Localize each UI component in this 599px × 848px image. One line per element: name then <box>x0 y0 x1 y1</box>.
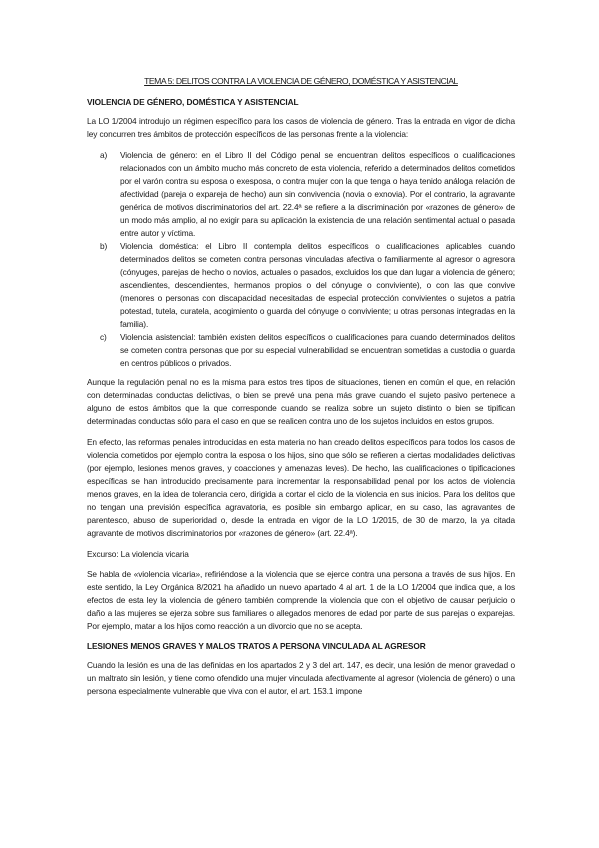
paragraph-violencia-vicaria: Se habla de «violencia vicaria», refiriéndose a la violencia que se ejerce contra una persona a través de sus hijos. En este sentido, la Ley Orgánica 8/2021 ha añadido un nuevo apartado 4 al art. 1 de la LO 1/2004 que indica que, a los efectos de esta ley la violencia de género también comprende la violencia que con el objetivo de causar perjuicio o daño a las mujeres se ejerza sobre sus familiares o allegados menores de edad por parte de sus parejas o exparejas. Por ejemplo, matar a los hijos como reacción a un divorcio que no se acepta. <box>87 569 515 631</box>
paragraph-reformas: En efecto, las reformas penales introducidas en esta materia no han creado delitos específicos para todos los casos de violencia cometidos por ejemplo contra la esposa o los hijos, sino que sólo se refieren a ciertas modalidades delictivas (por ejemplo, lesiones menos graves, y coacciones y amenazas leves). De hecho, las cualificaciones o tipificaciones específicas se han introducido precisamente para incrementar la responsabilidad penal por los actos de violencia menos graves, en la idea de tolerancia cero, dirigida a cortar el ciclo de la violencia en sus inicios. Para los delitos que no tengan una previsión específica agravatoria, es posible sin embargo aplicar, en su caso, las agravantes de parentesco, abuso de superioridad o, desde la entrada en vigor de la LO 1/2015, de 30 de marzo, la ya citada agravante de motivos discriminatorios por «razones de género» (art. 22.4ª). <box>87 437 515 538</box>
list-marker: b) <box>100 241 108 251</box>
section-heading-violencia: VIOLENCIA DE GÉNERO, DOMÉSTICA Y ASISTENCIAL <box>87 97 299 107</box>
violence-types-list <box>87 149 515 370</box>
list-marker: c) <box>100 332 107 342</box>
document-body <box>87 76 515 706</box>
list-marker: a) <box>100 150 108 160</box>
list-item-text: Violencia de género: en el Libro II del Código penal se encuentran delitos específicos o cualificaciones relacionados con un ámbito mucho más concreto de esta violencia, referido a determinados delitos cometidos por el varón contra su esposa o exesposa, o contra mujer con la que tenga o haya tenido análoga relación de afectividad (pareja o expareja de hecho) aun sin convivencia (novia o exnovia). Por el contrario, la agravante genérica de motivos discriminatorios del art. 22.4ª se refiere a la discriminación por «razones de género» de un modo más amplio, al no exigir para su aplicación la existencia de una relación sentimental actual o pasada entre autor y víctima. <box>120 150 515 238</box>
excurso-heading: Excurso: La violencia vicaria <box>87 549 189 559</box>
list-item-text: Violencia doméstica: el Libro II contempla delitos específicos o cualificaciones aplicables cuando determinados delitos se cometen contra personas vinculadas afectiva o familiarmente al agresor o agresora (cónyuges, parejas de hecho o novios, actuales o pasados, excluidos los que dan lugar a violencia de género; ascendientes, descendientes, hermanos propios o del cónyuge o conviviente), o con las que convive (menores o personas con discapacidad necesitadas de especial protección convivientes o sujetos a patria potestad, tutela, curatela, acogimiento o guarda del cónyuge o conviviente; u otras personas integradas en la familia). <box>120 241 515 329</box>
list-item <box>87 331 515 370</box>
paragraph-regulacion: Aunque la regulación penal no es la misma para estos tres tipos de situaciones, tienen en común el que, en relación con determinadas conductas delictivas, o bien se prevé una pena más grave cuando el sujeto pasivo pertenece a alguno de estos ámbitos que la que corresponde cuando se realiza sobre un sujeto distinto o bien se tipifican determinadas conductas sólo para el caso en que se realicen contra uno de los sujetos incluidos en estos grupos. <box>87 377 515 426</box>
paragraph-lesiones: Cuando la lesión es una de las definidas en los apartados 2 y 3 del art. 147, es decir, una lesión de menor gravedad o un maltrato sin lesión, y tiene como ofendido una mujer vinculada afectivamente al agresor (violencia de género) o una persona especialmente vulnerable que viva con el autor, el art. 153.1 impone <box>87 660 515 696</box>
page-title: TEMA 5: DELITOS CONTRA LA VIOLENCIA DE GÉNERO, DOMÉSTICA Y ASISTENCIAL <box>144 76 458 86</box>
section-heading-lesiones: LESIONES MENOS GRAVES Y MALOS TRATOS A PERSONA VINCULADA AL AGRESOR <box>87 641 426 651</box>
list-item <box>87 240 515 331</box>
list-item <box>87 149 515 240</box>
list-item-text: Violencia asistencial: también existen delitos específicos o cualificaciones para cuando determinados delitos se cometen contra personas que por su especial vulnerabilidad se encuentran sometidas a custodia o guarda en centros públicos o privados. <box>120 332 515 368</box>
intro-paragraph: La LO 1/2004 introdujo un régimen específico para los casos de violencia de género. Tras la entrada en vigor de dicha ley concurren tres ámbitos de protección específicos de las personas frente a la violencia: <box>87 116 515 139</box>
